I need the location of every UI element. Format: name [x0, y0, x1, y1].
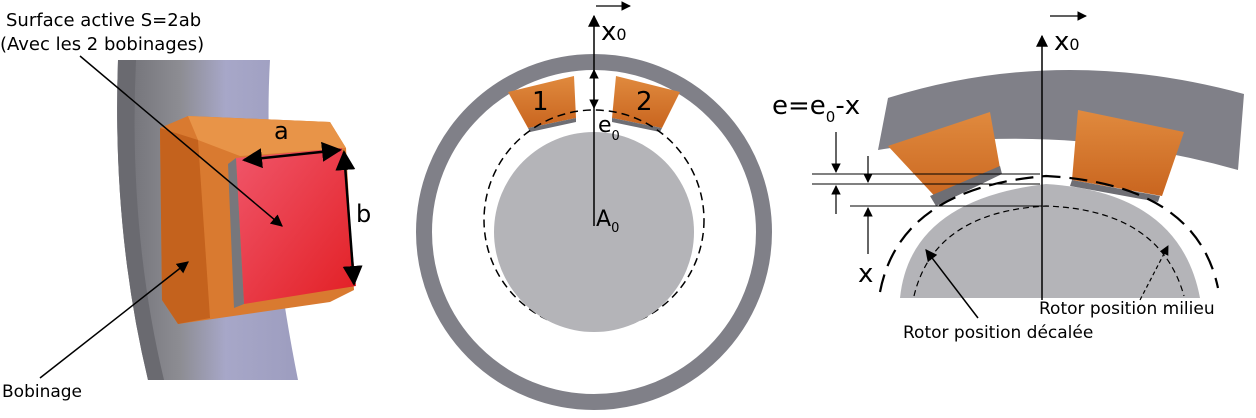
- gap-e0-label: $e_0$: [598, 113, 620, 144]
- rotor-shifted-label: Rotor position décalée: [903, 323, 1094, 343]
- coil-2-label: 2: [636, 87, 653, 117]
- surface-label-line1: Surface active S=2ab: [6, 10, 202, 31]
- winding-label: Bobinage: [2, 382, 83, 402]
- gap-equation: $e=e_0-x$: [772, 91, 861, 126]
- active-surface: [236, 148, 356, 304]
- rotor-middle-label: Rotor position milieu: [1039, 299, 1215, 319]
- dimension-b-label: b: [356, 200, 372, 228]
- left-panel: [0, 10, 371, 402]
- right-panel: [772, 16, 1244, 343]
- x-shift-label: x: [858, 259, 874, 289]
- axis-x0-label: x0: [601, 17, 627, 47]
- center-panel: [424, 6, 764, 402]
- right-axis-x0-label: x0: [1054, 27, 1080, 57]
- surface-label-line2: (Avec les 2 bobinages): [0, 34, 205, 55]
- coil-1-label: 1: [532, 87, 549, 117]
- dimension-a-label: a: [274, 117, 289, 145]
- center-a0-label: $A_0$: [596, 207, 620, 236]
